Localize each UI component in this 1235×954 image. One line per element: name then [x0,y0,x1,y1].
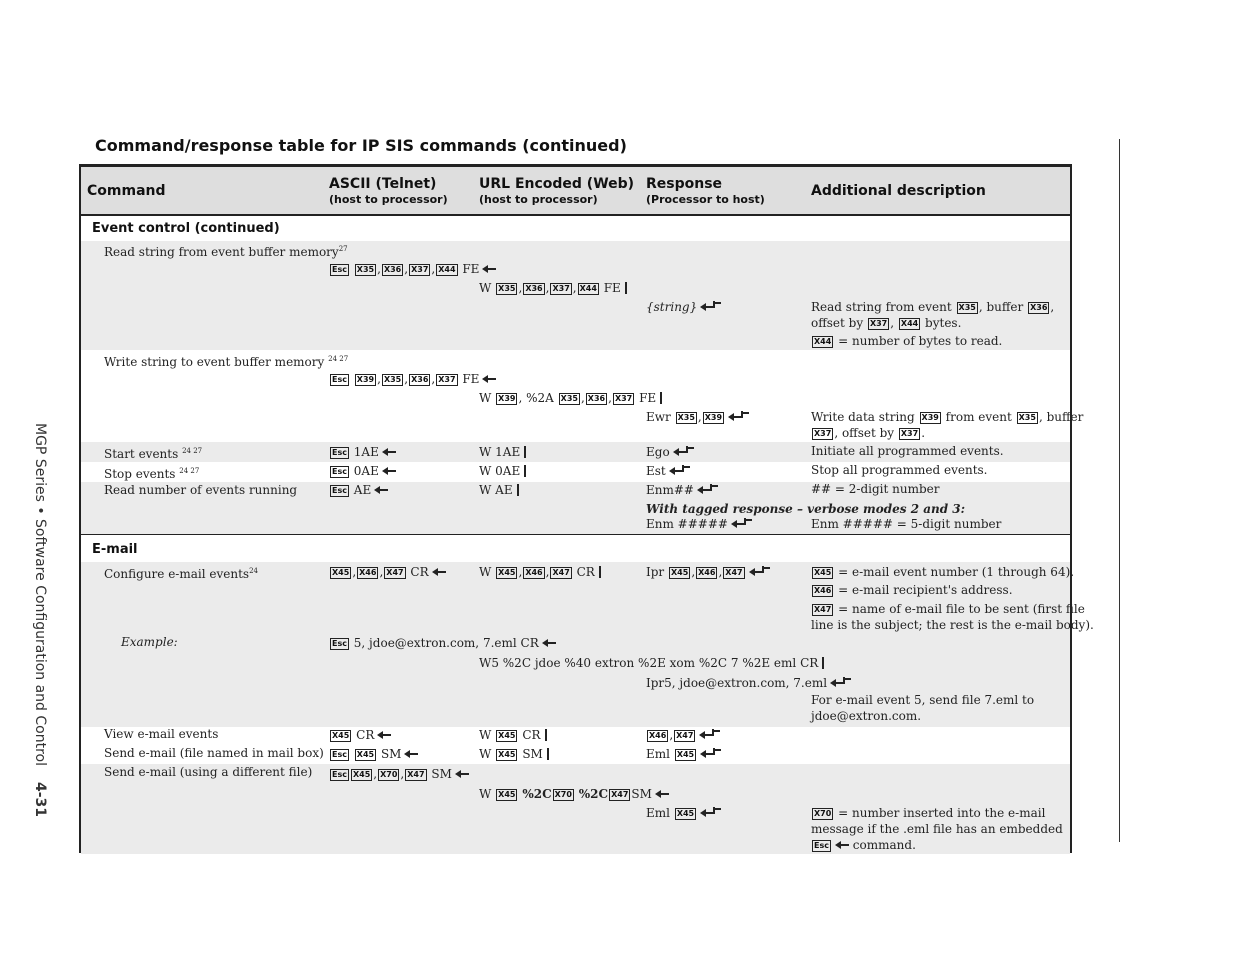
desc-read-string-3 [811,333,1002,349]
resp-start-events [646,444,688,460]
url-text: W AE [479,483,513,497]
resp-text: {string} [646,300,698,314]
ascii-tail: FE [462,372,480,386]
url-tail: CR [576,565,595,579]
var-x46: X46 [649,731,667,740]
var-x45: X45 [676,809,695,818]
var-x46: X46 [698,568,716,577]
url-send-email [479,746,549,762]
command-table [79,164,1094,853]
resp-text: Eml [646,806,670,820]
comma: , [400,767,405,781]
desc-send-different-1 [811,805,1045,821]
return-icon [697,484,712,494]
resp-text: Ewr [646,410,671,424]
esc-key: Esc [814,841,829,850]
cmd-stop-events [104,463,199,482]
left-arrow-icon [542,639,556,647]
url-text: W 0AE [479,464,521,478]
tagged-note: With tagged response – verbose modes 2 and 3: [646,502,966,516]
desc-configure-email-4: line is the subject; the rest is the e-mail body). [811,618,1094,632]
desc-text: = number of bytes to read. [838,334,1003,348]
ascii-send-email [329,746,418,762]
comma: , [377,262,381,276]
url-head: W [479,787,492,801]
section-email: E-mail [92,542,138,557]
var-x45: X45 [671,568,689,577]
comma: , [545,565,550,579]
var-x44: X44 [438,265,456,274]
header-response [646,176,765,208]
comma: , [718,565,723,579]
url-mid: , %2A [518,391,554,405]
var-x45: X45 [332,568,350,577]
var-x45: X45 [498,790,516,799]
cmd-label: Start events [104,447,179,461]
desc-events-running: ## = 2-digit number [811,482,940,496]
return-icon [700,748,715,758]
esc-key: Esc [332,486,347,495]
var-x46: X46 [525,568,543,577]
var-x39: X39 [356,375,375,384]
var-x44: X44 [579,284,597,293]
cmd-label: Configure e-mail events [104,567,250,581]
desc-text: , offset by [834,426,895,440]
header-ascii [329,176,448,208]
header-response-sub: (Processor to host) [646,193,765,206]
ascii-events-running [329,482,388,498]
desc-configure-email-3 [811,601,1085,617]
ascii-tail: CR [410,565,429,579]
ascii-stop-events [329,463,396,479]
ascii-configure-email [329,564,446,580]
return-icon [700,301,715,311]
var-x37: X37 [438,375,456,384]
desc-example-1: For e-mail event 5, send file 7.eml to [811,693,1035,707]
desc-text: offset by [811,316,864,330]
comma: , [572,281,577,295]
pipe-icon [517,484,519,496]
resp-send-email-different [646,805,715,821]
var-x47: X47 [676,731,694,740]
var-x47: X47 [407,770,425,779]
ascii-view-email [329,727,391,743]
ascii-start-events [329,444,396,460]
resp-events-running-tagged [646,516,746,532]
resp-send-email [646,746,715,762]
var-x36: X36 [587,394,606,403]
var-x37: X37 [814,429,832,438]
var-x35: X35 [383,375,402,384]
cmd-write-string-label: Write string to event buffer memory [104,355,325,369]
desc-send-different-3 [811,837,916,853]
desc-text: , [890,316,895,330]
footnote-ref: 24 27 [328,355,349,363]
desc-write-string-2 [811,425,925,441]
var-x47: X47 [814,605,832,614]
resp-text: Ego [646,445,670,459]
left-arrow-icon [835,841,849,849]
comma: , [518,281,523,295]
esc-key: Esc [332,750,347,759]
cmd-view-email: View e-mail events [104,727,219,741]
var-x35: X35 [958,303,976,312]
header-ascii-label: ASCII (Telnet) [329,176,437,192]
pipe-icon [547,748,549,760]
url-tail: SM [631,787,652,801]
resp-text: Ipr5, jdoe@extron.com, 7.eml [646,676,828,690]
comma: , [669,728,674,742]
desc-example-2: jdoe@extron.com. [811,709,922,723]
return-icon [673,446,688,456]
comma: , [431,262,436,276]
var-x47: X47 [386,568,404,577]
esc-key: Esc [332,770,347,779]
header-url-sub: (host to processor) [479,193,598,206]
return-icon [830,677,845,687]
desc-write-string-1 [811,409,1083,425]
comma: , [377,372,381,386]
ascii-send-email-different [329,766,469,782]
resp-text: Enm ##### [646,517,728,531]
header-description: Additional description [811,183,986,199]
pipe-icon [822,657,824,669]
resp-text: Ipr [646,565,665,579]
pipe-icon [524,446,526,458]
var-x44: X44 [814,337,832,346]
url-head: W [479,391,492,405]
resp-text: Eml [646,747,670,761]
desc-start-events: Initiate all programmed events. [811,444,1004,458]
var-x37: X37 [552,284,570,293]
url-head: W [479,728,492,742]
footnote-ref: 27 [338,245,348,253]
pipe-icon [524,465,526,477]
ascii-example [329,635,556,651]
var-x45: X45 [332,731,350,740]
var-x39: X39 [921,413,939,422]
var-x36: X36 [383,265,402,274]
footnote-ref: 24 [249,567,258,575]
return-icon [699,729,714,739]
desc-text: , buffer [978,300,1024,314]
comma: , [431,372,436,386]
var-x45: X45 [814,568,832,577]
resp-example [646,675,845,691]
left-arrow-icon [382,467,396,475]
left-arrow-icon [455,770,469,778]
var-x36: X36 [1030,303,1048,312]
desc-text: , [1050,300,1055,314]
pipe-icon [599,566,601,578]
pipe-icon [625,282,627,294]
desc-text: = number inserted into the e-mail [838,806,1046,820]
return-icon [669,465,684,475]
desc-configure-email-2 [811,582,1013,598]
header-ascii-sub: (host to processor) [329,193,448,206]
return-icon [749,566,764,576]
var-x46: X46 [359,568,377,577]
section-divider [81,534,1070,535]
var-x39: X39 [704,413,723,422]
desc-text: Write data string [811,410,915,424]
url-text: W 1AE [479,445,521,459]
comma: , [373,767,378,781]
header-response-label: Response [646,176,723,192]
var-x45: X45 [352,770,371,779]
var-x44: X44 [900,319,919,328]
left-arrow-icon [482,375,496,383]
table-header [81,167,1070,216]
resp-events-running [646,482,712,498]
desc-read-string-1 [811,299,1054,315]
ascii-tail: FE [462,262,480,276]
url-read-string [479,280,627,296]
esc-key: Esc [332,639,347,648]
ascii-tail: CR [356,728,375,742]
example-label: Example: [121,635,178,649]
url-events-running [479,482,519,498]
url-tail: CR [522,728,541,742]
left-arrow-icon [655,790,669,798]
resp-write-string [646,409,743,425]
ascii-text: 0AE [353,464,379,478]
url-view-email [479,727,547,743]
var-x35: X35 [356,265,375,274]
header-command: Command [87,183,166,199]
var-x45: X45 [498,568,516,577]
desc-text: from event [945,410,1012,424]
margin-rule [1119,139,1120,842]
resp-text: Est [646,464,666,478]
var-x47: X47 [611,790,629,799]
desc-send-different-2: message if the .eml file has an embedded [811,822,1063,836]
desc-text: . [921,426,926,440]
side-footer [32,423,48,817]
url-tail: FE [603,281,621,295]
var-x70: X70 [814,809,832,818]
var-x47: X47 [725,568,743,577]
desc-text: , buffer [1038,410,1084,424]
url-configure-email [479,564,601,580]
desc-stop-events: Stop all programmed events. [811,463,988,477]
url-send-email-different [479,786,669,802]
desc-read-string-2 [811,315,961,331]
cmd-read-string [104,241,348,260]
var-x39: X39 [498,394,516,403]
desc-events-running-tagged: Enm ##### = 5-digit number [811,517,1002,531]
comma: , [518,565,523,579]
resp-text: Enm## [646,483,694,497]
cmd-send-email: Send e-mail (file named in mail box) [104,746,324,760]
cmd-configure-email [104,563,258,582]
esc-key: Esc [332,265,347,274]
left-arrow-icon [374,486,388,494]
var-x45: X45 [676,750,695,759]
desc-text: bytes. [925,316,962,330]
ascii-tail: SM [431,767,452,781]
footer-text: MGP Series • Software Configuration and Control [32,423,48,766]
header-url-label: URL Encoded (Web) [479,176,635,192]
url-tail: FE [639,391,657,405]
var-x45: X45 [356,750,375,759]
var-x46: X46 [814,586,832,595]
var-x37: X37 [411,265,429,274]
ascii-text: 5, jdoe@extron.com, 7.eml CR [353,636,539,650]
left-arrow-icon [404,750,418,758]
desc-text: Read string from event [811,300,952,314]
comma: , [404,262,409,276]
esc-key: Esc [332,375,347,384]
var-x35: X35 [677,413,695,422]
pipe-icon [660,392,662,404]
ascii-write-string [329,371,496,387]
desc-text: = e-mail event number (1 through 64). [838,565,1075,579]
url-example [479,655,824,671]
ascii-read-string [329,261,496,277]
var-x37: X37 [869,319,888,328]
var-x47: X47 [552,568,570,577]
url-head: W [479,281,492,295]
var-x36: X36 [525,284,543,293]
ascii-text: AE [353,483,372,497]
cmd-events-running: Read number of events running [104,483,298,497]
section-event-control: Event control (continued) [92,221,280,236]
desc-configure-email-1 [811,564,1074,580]
ascii-tail: SM [380,747,402,761]
var-x45: X45 [498,731,516,740]
cmd-label: Stop events [104,467,176,481]
desc-text: = name of e-mail file to be sent (first file [838,602,1085,616]
url-stop-events [479,463,526,479]
page-title: Command/response table for IP SIS commands (continued) [95,136,627,155]
comma: , [352,565,357,579]
desc-text: = e-mail recipient's address. [838,583,1013,597]
comma: , [697,410,702,424]
var-x37: X37 [900,429,919,438]
return-icon [728,411,743,421]
resp-configure-email [646,564,764,580]
resp-view-email [646,727,714,743]
desc-text: command. [852,838,916,852]
footnote-ref: 24 27 [182,447,203,455]
url-write-string [479,390,662,406]
var-x37: X37 [614,394,633,403]
page-number: 4-31 [32,782,48,818]
comma: , [580,391,585,405]
cmd-send-email-different: Send e-mail (using a different file) [104,765,313,779]
url-text: W5 %2C jdoe %40 extron %2E xom %2C 7 %2E eml CR [479,656,819,670]
comma: , [545,281,550,295]
comma: , [608,391,612,405]
left-arrow-icon [377,731,391,739]
cmd-write-string [104,351,348,370]
comma: , [379,565,384,579]
left-arrow-icon [432,568,446,576]
var-x70: X70 [554,790,572,799]
var-x35: X35 [1018,413,1036,422]
var-x45: X45 [498,750,516,759]
return-icon [700,807,715,817]
var-x35: X35 [560,394,578,403]
footnote-ref: 24 27 [179,467,200,475]
comma: , [404,372,409,386]
url-tail: SM [522,747,543,761]
left-arrow-icon [482,265,496,273]
resp-stop-events [646,463,684,479]
return-icon [731,518,746,528]
left-arrow-icon [382,448,396,456]
resp-read-string [646,299,715,315]
ascii-text: 1AE [353,445,379,459]
var-x35: X35 [498,284,516,293]
esc-key: Esc [332,467,347,476]
url-sep: %2C [522,787,552,801]
cmd-start-events [104,443,202,462]
var-x36: X36 [411,375,429,384]
url-sep: %2C [578,787,609,801]
cmd-read-string-label: Read string from event buffer memory [104,245,339,259]
url-start-events [479,444,526,460]
url-head: W [479,747,492,761]
var-x70: X70 [380,770,398,779]
esc-key: Esc [332,448,347,457]
pipe-icon [545,729,547,741]
header-url [479,176,634,208]
url-head: W [479,565,492,579]
comma: , [691,565,696,579]
